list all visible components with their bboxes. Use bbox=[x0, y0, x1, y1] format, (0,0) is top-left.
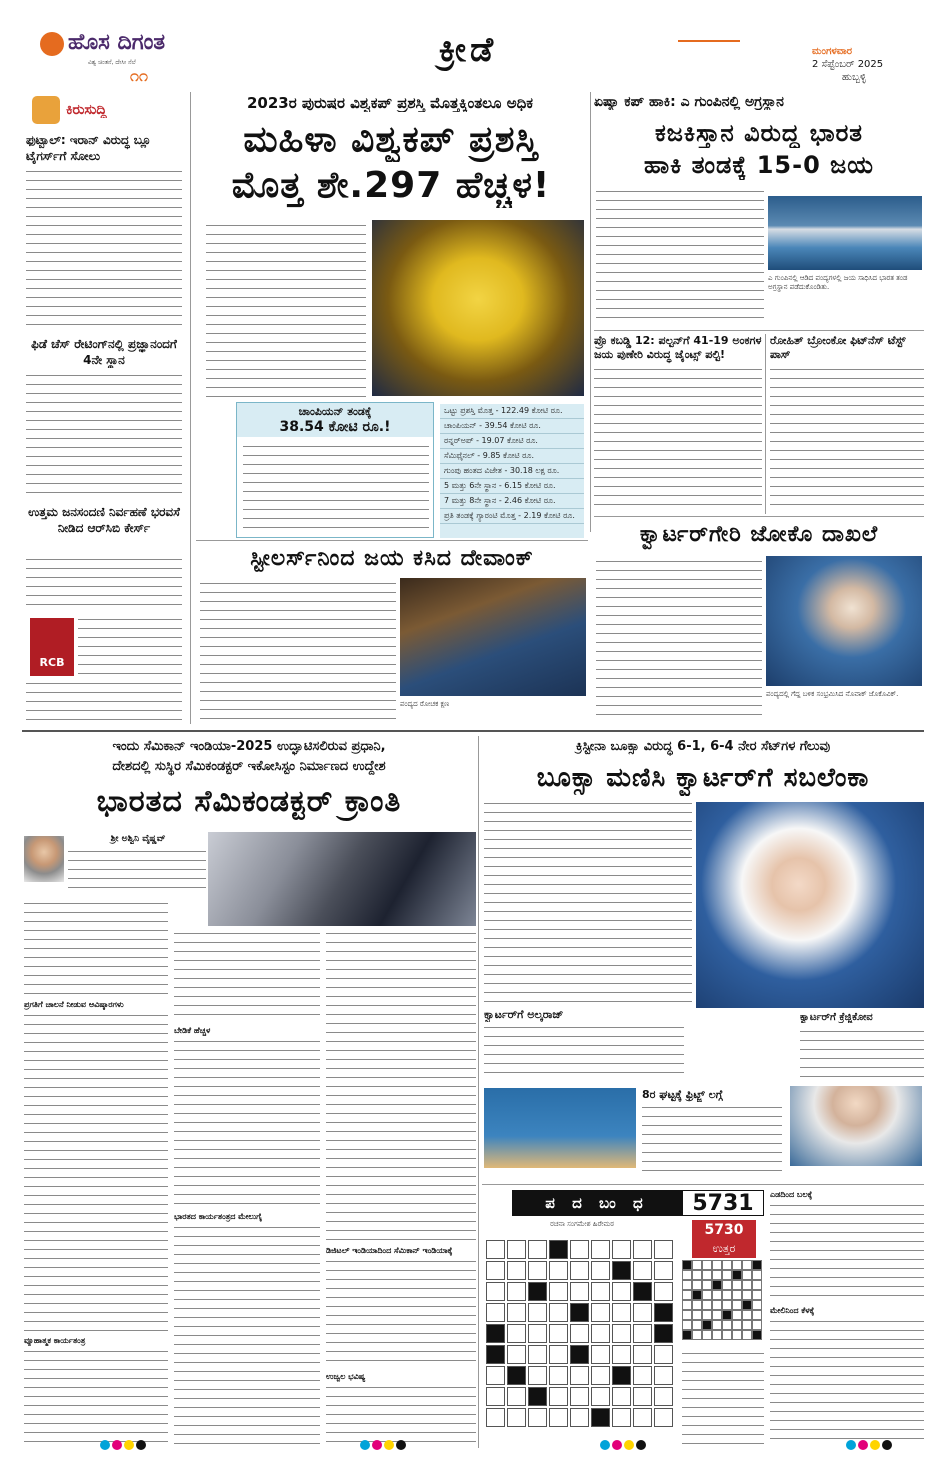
answer-cell bbox=[732, 1280, 742, 1290]
prize-item: ರನ್ನರ್‌ಅಪ್ - 19.07 ಕೋಟಿ ರೂ. bbox=[440, 434, 584, 449]
crossword-cell[interactable] bbox=[549, 1408, 568, 1427]
issue-day: ಮಂಗಳವಾರ bbox=[812, 46, 853, 57]
registration-dot bbox=[846, 1440, 856, 1450]
semicon-col2-a bbox=[174, 930, 320, 1022]
crossword-cell[interactable] bbox=[528, 1366, 547, 1385]
crossword-cell[interactable] bbox=[591, 1387, 610, 1406]
devank-body bbox=[200, 580, 396, 722]
brief-2-body bbox=[26, 372, 182, 496]
krejcikova-headline: ಕ್ವಾರ್ಟರ್‌ಗೆ ಕ್ರೆಜ್ಜಿಕೋವ bbox=[800, 1012, 873, 1023]
lead-body-text bbox=[206, 222, 366, 400]
answer-cell bbox=[752, 1310, 762, 1320]
clues-across-title: ಎಡದಿಂದ ಬಲಕ್ಕೆ bbox=[770, 1190, 813, 1199]
semicon-col2-b bbox=[174, 1038, 320, 1208]
answer-cell bbox=[682, 1290, 692, 1300]
logo-tagline: ವಿಶ್ವ ಚಿಂತನೆ, ದೇಸೀ ನೆಲೆ bbox=[88, 59, 136, 66]
crossword-cell[interactable] bbox=[612, 1366, 631, 1385]
hockey-story bbox=[594, 92, 924, 326]
brief-2-headline: ಫಿಡೆ ಚೆಸ್ ರೇಟಿಂಗ್‌ನಲ್ಲಿ ಪ್ರಜ್ಞಾನಂದಗೆ 4ನೇ ಸ್ಥಾನ bbox=[31, 337, 177, 367]
answer-cell bbox=[702, 1330, 712, 1340]
sabalenka-photo bbox=[696, 802, 924, 1008]
answer-cell bbox=[712, 1290, 722, 1300]
answer-cell bbox=[742, 1330, 752, 1340]
crossword-cell[interactable] bbox=[591, 1408, 610, 1427]
megaphone-icon bbox=[32, 96, 60, 124]
fritz-headline: 8ರ ಘಟ್ಟಕ್ಕೆ ಫ್ರಿಟ್ಜ್ ಲಗ್ಗೆ bbox=[642, 1088, 723, 1101]
column-rule bbox=[190, 92, 191, 724]
semicon-col2-c bbox=[174, 1224, 320, 1446]
champion-box-title: ಚಾಂಪಿಯನ್ ತಂಡಕ್ಕೆ bbox=[298, 405, 372, 418]
prize-list bbox=[440, 404, 584, 538]
prize-item: ಚಾಂಪಿಯನ್ - 39.54 ಕೋಟಿ ರೂ. bbox=[440, 419, 584, 434]
sabalenka-headline: ಬೂಕ್ಸಾ ಮಣಿಸಿ ಕ್ವಾರ್ಟರ್‌ಗೆ ಸಬಲೆಂಕಾ bbox=[536, 763, 870, 793]
crossword-cell[interactable] bbox=[633, 1261, 652, 1280]
briefs-column bbox=[22, 92, 186, 724]
answer-cell bbox=[732, 1290, 742, 1300]
devank-headline: ಸ್ಟೀಲರ್ಸ್‌ನಿಂದ ಜಯ ಕಸಿದ ದೇವಾಂಕ್ bbox=[250, 546, 534, 571]
crossword-cell[interactable] bbox=[591, 1261, 610, 1280]
alcaraz-body bbox=[484, 1024, 684, 1080]
semicon-subhead-edge: ಭಾರತದ ಕಾರ್ಯತಂತ್ರದ ಮೇಲುಗೈ bbox=[174, 1212, 263, 1221]
registration-dot bbox=[112, 1440, 122, 1450]
crossword-cell[interactable] bbox=[570, 1282, 589, 1301]
answer-cell bbox=[682, 1310, 692, 1320]
answer-cell bbox=[702, 1270, 712, 1280]
logo-text: ಹೊಸ ದಿಗಂತ bbox=[68, 30, 166, 55]
section-rule bbox=[594, 516, 924, 517]
answer-cell bbox=[732, 1320, 742, 1330]
champion-box-body bbox=[243, 443, 429, 535]
answer-cell bbox=[752, 1300, 762, 1310]
trophy-celebration-photo bbox=[372, 220, 584, 396]
crossword-cell[interactable] bbox=[612, 1261, 631, 1280]
registration-dot bbox=[124, 1440, 134, 1450]
crossword-cell[interactable] bbox=[507, 1408, 526, 1427]
crossword-cell[interactable] bbox=[507, 1261, 526, 1280]
answer-grid bbox=[682, 1260, 766, 1344]
registration-dot bbox=[372, 1440, 382, 1450]
lead-story bbox=[196, 92, 586, 540]
crossword-cell[interactable] bbox=[612, 1282, 631, 1301]
answer-cell bbox=[722, 1330, 732, 1340]
djokovic-photo bbox=[766, 556, 922, 686]
section-rule bbox=[594, 330, 924, 331]
semicon-intro bbox=[68, 848, 206, 896]
crossword-cell[interactable] bbox=[507, 1240, 526, 1259]
crossword-cell[interactable] bbox=[633, 1387, 652, 1406]
answer-cell bbox=[692, 1260, 702, 1270]
crossword-cell[interactable] bbox=[549, 1324, 568, 1343]
hockey-body bbox=[596, 188, 764, 324]
crossword-cell[interactable] bbox=[633, 1240, 652, 1259]
answer-cell bbox=[722, 1270, 732, 1280]
semicon-col3-c bbox=[326, 1384, 476, 1446]
crossword-cell[interactable] bbox=[549, 1387, 568, 1406]
registration-dot bbox=[612, 1440, 622, 1450]
hockey-photo-caption: ಎ ಗುಂಪಿನಲ್ಲಿ ಆಡಿದ ಪಂದ್ಯಗಳಲ್ಲಿ ಜಯ ಸಾಧಿಸಿದ ಭಾರತ ತಂಡ ಅಗ್ರಸ್ಥಾನ ಪಡೆದುಕೊಂಡಿತು. bbox=[768, 274, 908, 291]
page-divider bbox=[22, 730, 924, 732]
logo bbox=[40, 30, 250, 84]
answer-cell bbox=[712, 1320, 722, 1330]
crossword-cell[interactable] bbox=[507, 1387, 526, 1406]
answer-cell bbox=[702, 1260, 712, 1270]
column-rule bbox=[478, 736, 479, 1448]
alcaraz-box bbox=[484, 1008, 684, 1082]
brief-1-body bbox=[26, 168, 182, 328]
crossword-cell[interactable] bbox=[612, 1408, 631, 1427]
crossword-cell[interactable] bbox=[570, 1324, 589, 1343]
answer-cell bbox=[712, 1330, 722, 1340]
answer-cell bbox=[692, 1290, 702, 1300]
semicon-subhead-future: ಉಜ್ವಲ ಭವಿಷ್ಯ bbox=[326, 1372, 366, 1381]
registration-dot bbox=[396, 1440, 406, 1450]
semicon-headline: ಭಾರತದ ಸೆಮಿಕಂಡಕ್ಟರ್ ಕ್ರಾಂತಿ bbox=[96, 784, 402, 819]
registration-dot bbox=[600, 1440, 610, 1450]
registration-dot bbox=[136, 1440, 146, 1450]
crossword-cell[interactable] bbox=[570, 1261, 589, 1280]
lead-headline-line1: ಮಹಿಳಾ ವಿಶ್ವಕಪ್ ಪ್ರಶಸ್ತಿ bbox=[243, 119, 539, 160]
answer-cell bbox=[742, 1310, 752, 1320]
answer-cell bbox=[732, 1300, 742, 1310]
section-title: ಕ್ರೀಡೆ bbox=[258, 30, 678, 80]
kabaddi-photo-caption: ಪಂದ್ಯದ ರೋಚಕ ಕ್ಷಣ bbox=[400, 700, 450, 708]
crossword-cell[interactable] bbox=[528, 1345, 547, 1364]
crossword-cell[interactable] bbox=[549, 1303, 568, 1322]
crossword-cell[interactable] bbox=[507, 1282, 526, 1301]
answer-cell bbox=[712, 1260, 722, 1270]
crossword-cell[interactable] bbox=[507, 1303, 526, 1322]
briefs-header bbox=[32, 96, 172, 126]
answer-cell bbox=[682, 1300, 692, 1310]
registration-dot bbox=[100, 1440, 110, 1450]
crossword bbox=[482, 1190, 924, 1448]
crossword-cell[interactable] bbox=[528, 1387, 547, 1406]
clues-down-title: ಮೇಲಿನಿಂದ ಕೆಳಕ್ಕೆ bbox=[770, 1306, 815, 1315]
crossword-cell[interactable] bbox=[570, 1240, 589, 1259]
crossword-cell[interactable] bbox=[591, 1240, 610, 1259]
answer-cell bbox=[752, 1320, 762, 1330]
crossword-cell[interactable] bbox=[633, 1324, 652, 1343]
devank-story bbox=[196, 544, 588, 724]
chip-photo bbox=[208, 832, 476, 926]
answer-cell bbox=[742, 1260, 752, 1270]
crossword-grid bbox=[486, 1230, 676, 1440]
answer-cell bbox=[712, 1310, 722, 1320]
answer-cell bbox=[702, 1310, 712, 1320]
crossword-cell[interactable] bbox=[654, 1324, 673, 1343]
crossword-cell[interactable] bbox=[654, 1303, 673, 1322]
crossword-cell[interactable] bbox=[612, 1303, 631, 1322]
semicon-kicker-1: ಇಂದು ಸೆಮಿಕಾನ್ ಇಂಡಿಯಾ-2025 ಉದ್ಘಾಟಿಸಲಿರುವ ಪ್ರಧಾನಿ, bbox=[112, 739, 386, 754]
section-rule bbox=[482, 1184, 924, 1185]
crossword-cell[interactable] bbox=[591, 1366, 610, 1385]
issue-date: 2 ಸೆಪ್ಟೆಂಬರ್ 2025 bbox=[812, 59, 884, 70]
crossword-cell[interactable] bbox=[528, 1240, 547, 1259]
crossword-cell[interactable] bbox=[528, 1261, 547, 1280]
rohit-headline: ರೋಹಿತ್ ಬ್ರೋಂಕೋ ಫಿಟ್‌ನೆಸ್ ಟೆಸ್ಟ್ ಪಾಸ್ bbox=[770, 334, 906, 361]
prokabaddi-headline: ಪ್ರೊ ಕಬಡ್ಡಿ 12: ಪಲ್ಟನ್‌ಗೆ 41-19 ಅಂಕಗಳ ಜಯ ಪುಣೇರಿ ವಿರುದ್ಧ ಜೈಂಟ್ಸ್ ಪಲ್ಟಿ! bbox=[594, 334, 762, 361]
crossword-cell[interactable] bbox=[528, 1303, 547, 1322]
crossword-cell[interactable] bbox=[528, 1408, 547, 1427]
semicon-subhead-strategy: ವ್ಯೂಹಾತ್ಮಕ ಕಾರ್ಯತಂತ್ರ bbox=[24, 1336, 86, 1345]
section-rule bbox=[196, 540, 588, 541]
crossword-cell[interactable] bbox=[570, 1387, 589, 1406]
prize-item: ಪ್ರತಿ ತಂಡಕ್ಕೆ ಗ್ಯಾರಂಟಿ ಮೊತ್ತ - 2.19 ಕೋಟಿ ರೂ. bbox=[440, 509, 584, 524]
puzzle-number: 5731 bbox=[682, 1190, 764, 1216]
crossword-cell[interactable] bbox=[507, 1366, 526, 1385]
krejcikova-photo bbox=[790, 1086, 922, 1166]
answer-cell bbox=[682, 1330, 692, 1340]
djokovic-headline: ಕ್ವಾರ್ಟರ್‌ಗೇರಿ ಜೋಕೊ ದಾಖಲೆ bbox=[639, 522, 879, 547]
answer-cell bbox=[682, 1270, 692, 1280]
brief-3-headline: ಉತ್ತಮ ಜನಸಂದಣಿ ನಿರ್ವಹಣೆ ಭರವಸೆ ನೀಡಿದ ಆರ್‌ಸಿಬಿ ಕೇರ್ಸ್ bbox=[28, 505, 180, 535]
krejcikova-box bbox=[800, 1012, 924, 1086]
masthead bbox=[0, 0, 945, 86]
registration-dot bbox=[636, 1440, 646, 1450]
crossword-cell[interactable] bbox=[654, 1261, 673, 1280]
registration-dot bbox=[870, 1440, 880, 1450]
answer-cell bbox=[732, 1260, 742, 1270]
clues-across-list bbox=[770, 1202, 924, 1302]
crossword-cell[interactable] bbox=[507, 1345, 526, 1364]
sabalenka-body bbox=[484, 800, 692, 1004]
crossword-cell[interactable] bbox=[486, 1240, 505, 1259]
crossword-cell[interactable] bbox=[633, 1282, 652, 1301]
crossword-cell[interactable] bbox=[486, 1366, 505, 1385]
prev-puzzle-number: 5730 bbox=[692, 1220, 756, 1240]
hockey-headline-line1: ಕಜಕಿಸ್ತಾನ ವಿರುದ್ಧ ಭಾರತ bbox=[654, 119, 863, 147]
answer-cell bbox=[732, 1310, 742, 1320]
answer-cell bbox=[702, 1290, 712, 1300]
crossword-cell[interactable] bbox=[486, 1303, 505, 1322]
registration-dot bbox=[384, 1440, 394, 1450]
crossword-cell[interactable] bbox=[633, 1303, 652, 1322]
crossword-cell[interactable] bbox=[549, 1366, 568, 1385]
crossword-cell[interactable] bbox=[570, 1408, 589, 1427]
lead-kicker: 2023ರ ಪುರುಷರ ವಿಶ್ವಕಪ್ ಪ್ರಶಸ್ತಿ ಮೊತ್ತಕ್ಕಿಂತಲೂ ಅಧಿಕ bbox=[246, 94, 534, 112]
crossword-cell[interactable] bbox=[549, 1282, 568, 1301]
prize-item: 7 ಮತ್ತು 8ನೇ ಸ್ಥಾನ - 2.46 ಕೋಟಿ ರೂ. bbox=[440, 494, 584, 509]
answer-cell bbox=[732, 1330, 742, 1340]
hockey-team-photo bbox=[768, 196, 922, 270]
crossword-cell[interactable] bbox=[612, 1345, 631, 1364]
answer-cell bbox=[732, 1270, 742, 1280]
crossword-cell[interactable] bbox=[570, 1366, 589, 1385]
fritz-body bbox=[642, 1104, 782, 1178]
crossword-cell[interactable] bbox=[507, 1324, 526, 1343]
crossword-cell[interactable] bbox=[570, 1303, 589, 1322]
answer-cell bbox=[742, 1320, 752, 1330]
page-number: ೧೧ bbox=[130, 66, 148, 84]
answer-cell bbox=[722, 1280, 732, 1290]
answer-cell bbox=[682, 1260, 692, 1270]
champion-box bbox=[236, 402, 434, 538]
registration-dot bbox=[624, 1440, 634, 1450]
answer-cell bbox=[692, 1320, 702, 1330]
crossword-title: ಪ ದ ಬಂ ಧ bbox=[512, 1190, 682, 1216]
djokovic-story bbox=[594, 518, 924, 724]
crossword-cell[interactable] bbox=[633, 1408, 652, 1427]
column-rule bbox=[590, 92, 591, 532]
crossword-credit: ರಚನಾ ಸಂಗಮೇಶ ಹಿರೇಮಠ bbox=[550, 1220, 614, 1228]
prize-item: ಸೆಮಿಫೈನಲ್ - 9.85 ಕೋಟಿ ರೂ. bbox=[440, 449, 584, 464]
crossword-cell[interactable] bbox=[654, 1408, 673, 1427]
crossword-cell[interactable] bbox=[486, 1282, 505, 1301]
crossword-cell[interactable] bbox=[486, 1345, 505, 1364]
answer-cell bbox=[752, 1270, 762, 1280]
answer-cell bbox=[712, 1280, 722, 1290]
semicon-col1-a bbox=[24, 900, 168, 996]
semicon-subhead-innovation: ಪ್ರಗತಿಗೆ ಚಾಲನೆ ನೀಡುವ ಆವಿಷ್ಕಾರಗಳು bbox=[24, 1000, 124, 1009]
rohit-body bbox=[770, 366, 924, 512]
tennis-photo-row bbox=[482, 1086, 924, 1182]
answer-cell bbox=[722, 1300, 732, 1310]
answer-list bbox=[682, 1350, 764, 1446]
hockey-kicker: ಏಷ್ಯಾ ಕಪ್ ಹಾಕಿ: ಎ ಗುಂಪಿನಲ್ಲಿ ಅಗ್ರಸ್ಥಾನ bbox=[594, 94, 784, 110]
crossword-cell[interactable] bbox=[486, 1261, 505, 1280]
answer-cell bbox=[742, 1290, 752, 1300]
answer-cell bbox=[752, 1330, 762, 1340]
krejcikova-body bbox=[800, 1028, 924, 1084]
answer-cell bbox=[702, 1300, 712, 1310]
semicon-col3-a bbox=[326, 930, 476, 1242]
brief-3-body-top bbox=[26, 556, 182, 612]
sabalenka-kicker: ಕ್ರಿಸ್ಟೀನಾ ಬೂಕ್ಸಾ ವಿರುದ್ಧ 6-1, 6-4 ನೇರ ಸೆಟ್‌ಗಳ ಗೆಲುವು bbox=[575, 739, 831, 754]
crossword-cell[interactable] bbox=[549, 1345, 568, 1364]
crossword-cell[interactable] bbox=[591, 1345, 610, 1364]
answer-cell bbox=[722, 1290, 732, 1300]
answer-cell bbox=[722, 1320, 732, 1330]
answer-cell bbox=[712, 1270, 722, 1280]
briefs-title: ಕಿರುಸುದ್ದಿ bbox=[66, 102, 107, 118]
crossword-cell[interactable] bbox=[654, 1366, 673, 1385]
answer-cell bbox=[752, 1260, 762, 1270]
answer-cell bbox=[722, 1310, 732, 1320]
crossword-cell[interactable] bbox=[549, 1261, 568, 1280]
brief-3-body-bottom bbox=[26, 680, 182, 720]
crossword-cell[interactable] bbox=[654, 1282, 673, 1301]
prize-item: 5 ಮತ್ತು 6ನೇ ಸ್ಥಾನ - 6.15 ಕೋಟಿ ರೂ. bbox=[440, 479, 584, 494]
semicon-subhead-digital: ಡಿಜಿಟಲ್ ಇಂಡಿಯಾದಿಂದ ಸೆಮಿಕಾನ್ ಇಂಡಿಯಾಕ್ಕೆ bbox=[326, 1246, 453, 1255]
crossword-cell[interactable] bbox=[633, 1345, 652, 1364]
crossword-cell[interactable] bbox=[633, 1366, 652, 1385]
prokabaddi-body bbox=[594, 366, 762, 512]
semicon-col3-b bbox=[326, 1258, 476, 1368]
crossword-cell[interactable] bbox=[486, 1324, 505, 1343]
answer-cell bbox=[752, 1290, 762, 1300]
rohit-story bbox=[770, 334, 924, 514]
semicon-kicker-2: ದೇಶದಲ್ಲಿ ಸುಸ್ಥಿರ ಸೆಮಿಕಂಡಕ್ಟರ್ ಇಕೋಸಿಸ್ಟಂ ನಿರ್ಮಾಣದ ಉದ್ದೇಶ bbox=[112, 759, 386, 774]
answer-cell bbox=[682, 1280, 692, 1290]
answer-cell bbox=[692, 1280, 702, 1290]
answer-cell bbox=[742, 1280, 752, 1290]
crossword-cell[interactable] bbox=[591, 1303, 610, 1322]
alcaraz-headline: ಕ್ವಾರ್ಟರ್‌ಗೆ ಅಲ್ಕರಾಜ್ bbox=[484, 1008, 564, 1021]
crossword-cell[interactable] bbox=[549, 1240, 568, 1259]
fritz-photo bbox=[484, 1088, 636, 1168]
answer-cell bbox=[682, 1320, 692, 1330]
answer-cell bbox=[712, 1300, 722, 1310]
answer-cell bbox=[742, 1300, 752, 1310]
brief-3-body-side bbox=[78, 616, 182, 676]
semicon-story bbox=[22, 736, 476, 1448]
answer-cell bbox=[692, 1330, 702, 1340]
answer-cell bbox=[742, 1270, 752, 1280]
crossword-cell[interactable] bbox=[528, 1282, 547, 1301]
crossword-cell[interactable] bbox=[654, 1345, 673, 1364]
answer-cell bbox=[722, 1260, 732, 1270]
crossword-cell[interactable] bbox=[612, 1240, 631, 1259]
answer-cell bbox=[752, 1280, 762, 1290]
answer-cell bbox=[702, 1320, 712, 1330]
sabalenka-story bbox=[482, 736, 924, 1086]
crossword-cell[interactable] bbox=[570, 1345, 589, 1364]
issue-city: ಹುಬ್ಬಳ್ಳಿ bbox=[842, 72, 867, 83]
crossword-cell[interactable] bbox=[654, 1387, 673, 1406]
djokovic-photo-caption: ಪಂದ್ಯದಲ್ಲಿ ಗೆದ್ದ ಬಳಿಕ ಸಂಭ್ರಮಿಸಿದ ನೊವಾಕ್ ಜೊಕೊವಿಕ್. bbox=[766, 690, 899, 698]
hockey-headline-line2: ಹಾಕಿ ತಂಡಕ್ಕೆ 15-0 ಜಯ bbox=[644, 151, 874, 179]
crossword-cell[interactable] bbox=[591, 1282, 610, 1301]
author-name: ಶ್ರೀ ಅಶ್ವಿನಿ ವೈಷ್ಣವ್ bbox=[110, 834, 166, 844]
prize-item: ಗುಂಪು ಹಂತದ ವಿಜೇತ - 30.18 ಲಕ್ಷ ರೂ. bbox=[440, 464, 584, 479]
semicon-col1-c bbox=[24, 1348, 168, 1446]
answer-cell bbox=[692, 1310, 702, 1320]
djokovic-body bbox=[596, 558, 762, 722]
crossword-cell[interactable] bbox=[486, 1387, 505, 1406]
registration-dot bbox=[882, 1440, 892, 1450]
kabaddi-action-photo bbox=[400, 578, 586, 696]
crossword-cell[interactable] bbox=[486, 1408, 505, 1427]
crossword-cell[interactable] bbox=[528, 1324, 547, 1343]
rcb-logo: RCB bbox=[30, 618, 74, 676]
answer-label: ಉತ್ತರ bbox=[692, 1240, 756, 1258]
answer-cell bbox=[692, 1270, 702, 1280]
prokabaddi-story bbox=[594, 334, 762, 514]
answer-cell bbox=[702, 1280, 712, 1290]
champion-box-amount: 38.54 ಕೋಟಿ ರೂ.! bbox=[279, 419, 391, 435]
column-rule bbox=[765, 334, 766, 514]
registration-dot bbox=[858, 1440, 868, 1450]
clues-down-list bbox=[770, 1318, 924, 1444]
prize-item: ಒಟ್ಟು ಪ್ರಶಸ್ತಿ ಮೊತ್ತ - 122.49 ಕೋಟಿ ರೂ. bbox=[440, 404, 584, 419]
answer-cell bbox=[692, 1300, 702, 1310]
crossword-cell[interactable] bbox=[612, 1387, 631, 1406]
brief-1-headline: ಫುಟ್ಬಾಲ್: ಇರಾನ್ ವಿರುದ್ಧ ಬ್ಲೂ ಟೈಗರ್ಸ್‌ಗೆ ಸೋಲು bbox=[26, 133, 152, 163]
semicon-subhead-demand: ಬೇಡಿಕೆ ಹೆಚ್ಚಳ bbox=[174, 1026, 211, 1035]
logo-emblem-icon bbox=[40, 32, 64, 56]
crossword-cell[interactable] bbox=[591, 1324, 610, 1343]
crossword-cell[interactable] bbox=[612, 1324, 631, 1343]
author-photo bbox=[24, 836, 64, 882]
semicon-col1-b bbox=[24, 1012, 168, 1332]
registration-dot bbox=[360, 1440, 370, 1450]
lead-headline-line2: ಮೊತ್ತ ಶೇ.297 ಹೆಚ್ಚಳ! bbox=[231, 165, 551, 206]
crossword-cell[interactable] bbox=[654, 1240, 673, 1259]
